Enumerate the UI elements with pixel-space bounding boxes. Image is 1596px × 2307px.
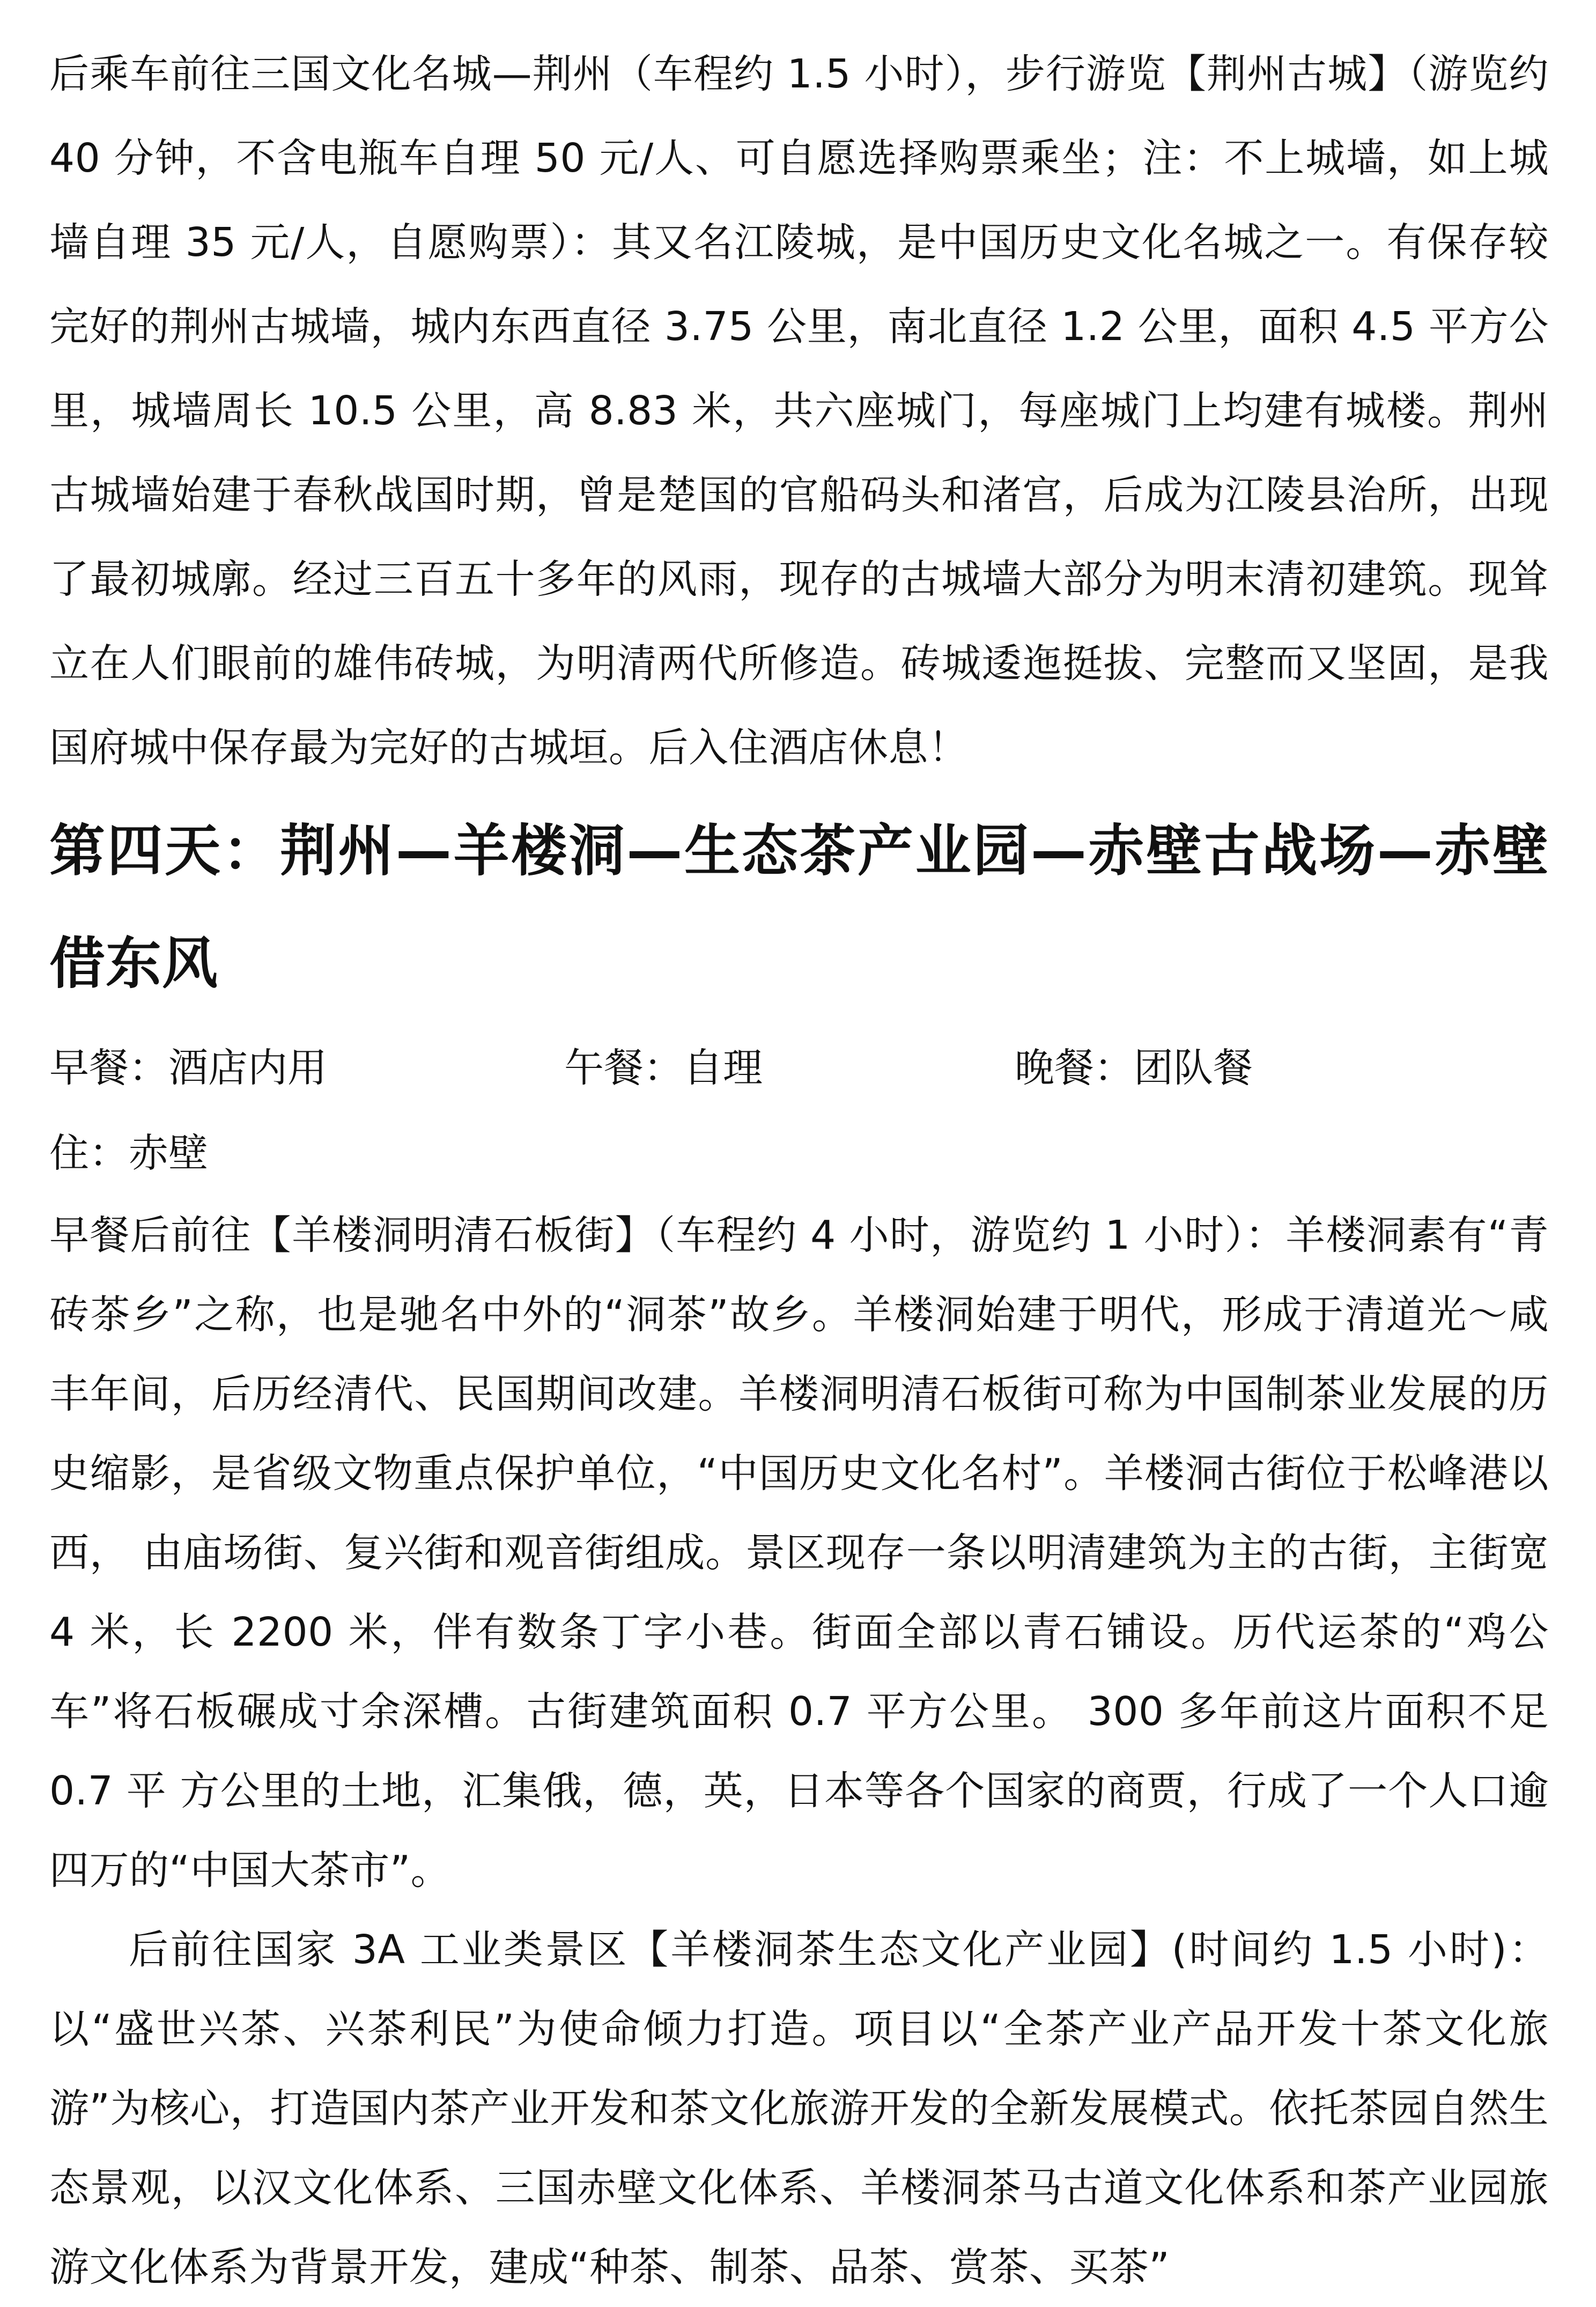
day4-paragraph-1: 早餐后前往【羊楼洞明清石板街】（车程约 4 小时，游览约 1 小时）：羊楼洞素有“青砖茶乡”之称，也是驰名中外的“洞茶”故乡。羊楼洞始建于明代，形成于清道光～咸丰年间，后历经清代、民国期间改建。羊楼洞明清石板街可称为中国制茶业发展的历史缩影，是省级文物重点保护单位，“中国历史文化名村”。羊楼洞古街位于松峰港以西， 由庙场街、复兴街和观音街组成。景区现存一条以明清建筑为主的古街，主街宽 4 米，长 2200 米，伴有数条丁字小巷。街面全部以青石铺设。历代运茶的“鸡公车”将石板碾成寸余深槽。古街建筑面积 0.7 平方公里。 300 多年前这片面积不足 0.7 平 方公里的土地，汇集俄，德，英，日本等各个国家的商贾，行成了一个人口逾四万的“中国大茶市”。 xyxy=(49,1212,1549,1893)
document-page xyxy=(49,32,1549,2307)
day4-meals xyxy=(49,1025,1549,1111)
day4-title: 第四天：荆州—羊楼洞—生态茶产业园—赤壁古战场—赤壁借东风 xyxy=(49,818,1549,996)
day4-paragraph-2: 后前往国家 3A 工业类景区【羊楼洞茶生态文化产业园】(时间约 1.5 小时)：以“盛世兴茶、兴茶利民”为使命倾力打造。项目以“全茶产业产品开发十茶文化旅游”为核心，打造国内茶产业开发和茶文化旅游开发的全新发展模式。依托茶园自然生态景观，以汉文化体系、三国赤壁文化体系、羊楼洞茶马古道文化体系和茶产业园旅游文化体系为背景开发，建成“种茶、制茶、品茶、赏茶、买茶” xyxy=(49,1927,1549,2290)
breakfast-info: 早餐：酒店内用 xyxy=(49,1045,327,1091)
day3-paragraph: 后乘车前往三国文化名城—荆州（车程约 1.5 小时），步行游览【荆州古城】（游览约 40 分钟，不含电瓶车自理 50 元/人、可自愿选择购票乘坐；注：不上城墙，如上城墙自理 35 元/人，自愿购票）：其又名江陵城，是中国历史文化名城之一。有保存较完好的荆州古城墙，城内东西直径 3.75 公里，南北直径 1.2 公里，面积 4.5 平方公里，城墙周长 10.5 公里，高 8.83 米，共六座城门，每座城门上均建有城楼。荆州古城墙始建于春秋战国时期，曾是楚国的官船码头和渚宫，后成为江陵县治所，出现了最初城廓。经过三百五十多年的风雨，现存的古城墙大部分为明末清初建筑。现耸立在人们眼前的雄伟砖城，为明清两代所修造。砖城逶迤挺拔、完整而又坚固，是我国府城中保存最为完好的古城垣。后入住酒店休息！ xyxy=(49,51,1549,771)
lunch-info: 午餐：自理 xyxy=(564,1045,763,1091)
day4-stay: 住：赤壁 xyxy=(49,1130,208,1176)
dinner-info: 晚餐：团队餐 xyxy=(1015,1045,1253,1091)
